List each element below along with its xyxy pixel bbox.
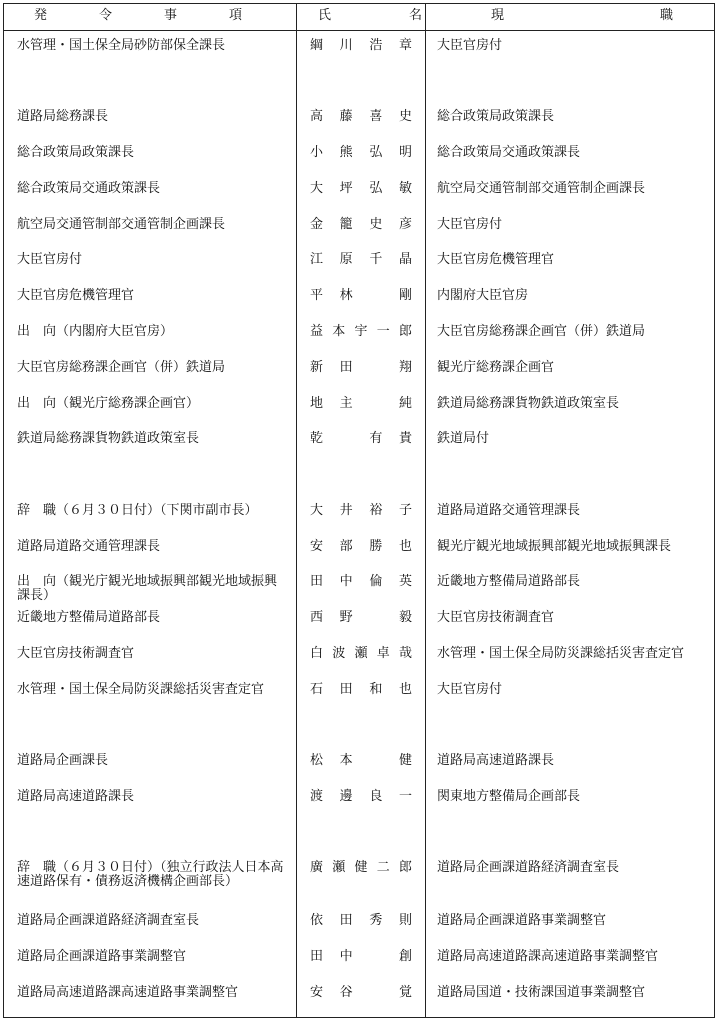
name-cell: 安谷 覚 <box>310 985 412 1000</box>
order-cell: 道路局企画課道路経済調査室長 <box>17 913 200 928</box>
name-cell: 松本 健 <box>310 753 412 768</box>
current-cell: 大臣官房付 <box>437 38 503 53</box>
column-divider-2 <box>425 3 426 1018</box>
current-cell: 大臣官房付 <box>437 217 503 232</box>
name-cell: 白波瀬卓哉 <box>310 646 412 661</box>
name-cell: 平林 剛 <box>310 288 412 303</box>
current-cell: 総合政策局政策課長 <box>437 109 555 124</box>
name-cell: 大坪弘敏 <box>310 181 412 196</box>
current-cell: 内閣府大臣官房 <box>437 288 529 303</box>
order-cell: 水管理・国土保全局砂防部保全課長 <box>17 38 226 53</box>
order-cell: 大臣官房総務課企画官（併）鉄道局 <box>17 360 226 375</box>
current-cell: 大臣官房危機管理官 <box>437 252 555 267</box>
name-cell: 江原千晶 <box>310 252 412 267</box>
current-cell: 観光庁総務課企画官 <box>437 360 555 375</box>
current-cell: 道路局企画課道路経済調査室長 <box>437 860 620 875</box>
current-cell: 大臣官房付 <box>437 682 503 697</box>
order-cell: 出 向（内閣府大臣官房） <box>17 324 174 339</box>
name-cell: 益本宇一郎 <box>310 324 412 339</box>
order-cell: 大臣官房付 <box>17 252 83 267</box>
order-cell: 道路局道路交通管理課長 <box>17 539 161 554</box>
name-cell: 大井裕子 <box>310 503 412 518</box>
order-cell: 水管理・国土保全局防災課総括災害査定官 <box>17 682 265 697</box>
name-cell: 新田 翔 <box>310 360 412 375</box>
current-cell: 水管理・国土保全局防災課総括災害査定官 <box>437 646 685 661</box>
order-cell: 近畿地方整備局道路部長 <box>17 610 161 625</box>
order-cell: 道路局企画課道路事業調整官 <box>17 949 187 964</box>
name-cell: 地主 純 <box>310 396 412 411</box>
current-cell: 道路局高速道路課高速道路事業調整官 <box>437 949 659 964</box>
name-cell: 金籠史彦 <box>310 217 412 232</box>
order-cell: 大臣官房危機管理官 <box>17 288 135 303</box>
order-cell: 出 向（観光庁総務課企画官） <box>17 396 200 411</box>
current-cell: 観光庁観光地域振興部観光地域振興課長 <box>437 539 672 554</box>
current-cell: 鉄道局付 <box>437 431 490 446</box>
order-cell: 航空局交通管制部交通管制企画課長 <box>17 217 226 232</box>
name-cell: 乾 有貴 <box>310 431 412 446</box>
current-cell: 大臣官房技術調査官 <box>437 610 555 625</box>
column-divider-1 <box>296 3 297 1018</box>
current-cell: 近畿地方整備局道路部長 <box>437 574 581 589</box>
name-cell: 小熊弘明 <box>310 145 412 160</box>
name-cell: 依田秀則 <box>310 913 412 928</box>
header-order: 発 令 事 項 <box>34 8 243 23</box>
order-cell: 道路局総務課長 <box>17 109 109 124</box>
header-divider <box>3 30 715 31</box>
order-cell: 鉄道局総務課貨物鉄道政策室長 <box>17 431 200 446</box>
current-cell: 総合政策局交通政策課長 <box>437 145 581 160</box>
name-cell: 西野 毅 <box>310 610 412 625</box>
name-cell: 綱川浩章 <box>310 38 412 53</box>
order-cell: 辞 職（６月３０日付）（下関市副市長） <box>17 503 258 518</box>
order-cell: 総合政策局交通政策課長 <box>17 181 161 196</box>
name-cell: 廣瀬健二郎 <box>310 860 412 875</box>
current-cell: 道路局国道・技術課国道事業調整官 <box>437 985 646 1000</box>
name-cell: 高藤喜史 <box>310 109 412 124</box>
name-cell: 田中倫英 <box>310 574 412 589</box>
header-name: 氏 名 <box>318 8 423 23</box>
current-cell: 大臣官房総務課企画官（併）鉄道局 <box>437 324 646 339</box>
order-cell: 辞 職（６月３０日付）（独立行政法人日本高速道路保有・債務返済機構企画部長） <box>17 860 284 889</box>
current-cell: 道路局企画課道路事業調整官 <box>437 913 607 928</box>
order-cell: 道路局高速道路課高速道路事業調整官 <box>17 985 239 1000</box>
current-cell: 航空局交通管制部交通管制企画課長 <box>437 181 646 196</box>
order-cell: 出 向（観光庁観光地域振興部観光地域振興課長） <box>17 574 278 603</box>
current-cell: 鉄道局総務課貨物鉄道政策室長 <box>437 396 620 411</box>
current-cell: 道路局高速道路課長 <box>437 753 555 768</box>
order-cell: 大臣官房技術調査官 <box>17 646 135 661</box>
current-cell: 道路局道路交通管理課長 <box>437 503 581 518</box>
order-cell: 道路局企画課長 <box>17 753 109 768</box>
current-cell: 関東地方整備局企画部長 <box>437 789 581 804</box>
name-cell: 石田和也 <box>310 682 412 697</box>
name-cell: 渡邊良一 <box>310 789 412 804</box>
header-current: 現 職 <box>491 8 674 23</box>
name-cell: 田中 創 <box>310 949 412 964</box>
name-cell: 安部勝也 <box>310 539 412 554</box>
order-cell: 総合政策局政策課長 <box>17 145 135 160</box>
order-cell: 道路局高速道路課長 <box>17 789 135 804</box>
